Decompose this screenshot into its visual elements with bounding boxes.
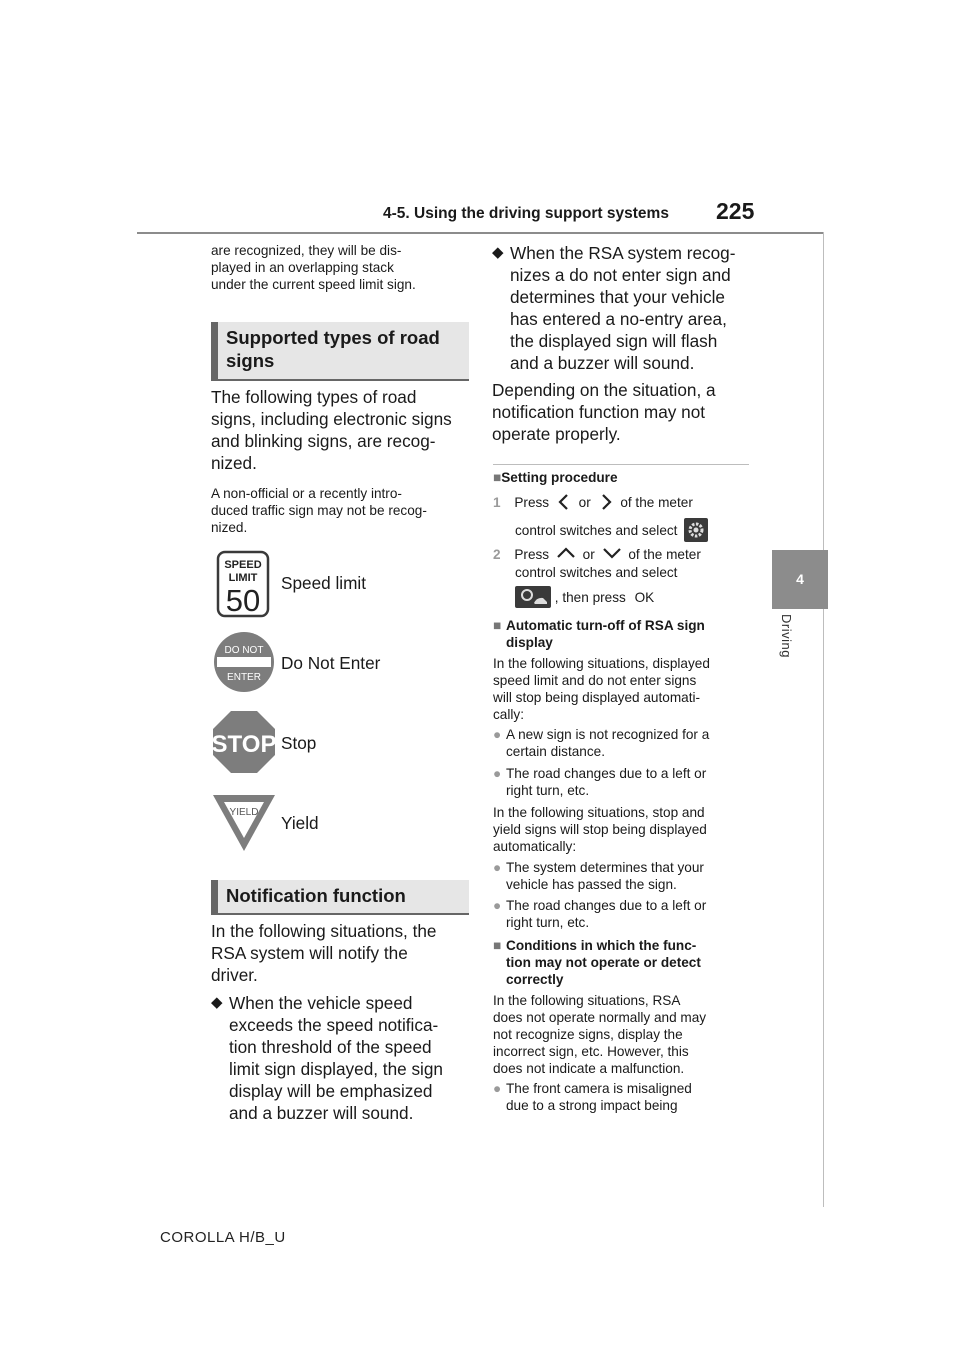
auto-off-item-2 xyxy=(493,765,706,799)
step-1-select: control switches and select xyxy=(515,523,678,538)
step-1-or: or xyxy=(578,495,591,510)
chevron-up-icon[interactable] xyxy=(557,547,575,559)
diamond-bullet: ◆ xyxy=(211,994,223,1011)
auto-off-item-2-text: The road changes due to a left or right turn, etc. xyxy=(506,766,707,798)
speed-limit-sign-icon xyxy=(216,550,270,618)
speed-limit-label: Speed limit xyxy=(281,573,367,593)
ok-label[interactable]: OK xyxy=(634,590,655,605)
step-1-number: 1 xyxy=(493,495,501,510)
step-2-press: Press xyxy=(514,547,550,562)
chevron-right-icon[interactable] xyxy=(599,494,613,510)
square-marker: ■ xyxy=(493,938,502,953)
auto-off-item-3-text: The system determines that your vehicle has passed the sign. xyxy=(506,860,704,892)
step-1 xyxy=(493,494,753,511)
bullet-do-not-enter xyxy=(492,242,735,374)
step-2-then: , then press xyxy=(554,590,626,605)
auto-off-intro: In the following situations, displayed speed limit and do not enter signs will stop being displayed automati- cally: xyxy=(493,656,710,722)
conditions-item-1 xyxy=(493,1080,692,1114)
step-2-number: 2 xyxy=(493,547,501,562)
auto-off-title: Automatic turn-off of RSA sign display xyxy=(506,618,705,650)
diamond-bullet: ◆ xyxy=(492,244,504,261)
do-not-enter-sign-icon xyxy=(213,630,275,694)
note-text: A non-official or a recently intro- duced traffic sign may not be recog- nized. xyxy=(211,486,427,535)
stop-label: Stop xyxy=(281,733,317,753)
step-1-meter: of the meter xyxy=(620,495,693,510)
auto-off-item-4 xyxy=(493,897,706,931)
do-not-enter-label: Do Not Enter xyxy=(281,653,381,673)
square-marker: ■ xyxy=(493,618,502,633)
step-2-line3 xyxy=(515,586,654,608)
auto-off-title-row xyxy=(493,617,753,651)
bullet-dot: ● xyxy=(493,727,502,742)
stop-sign-text: STOP xyxy=(212,731,276,758)
header-rule xyxy=(137,232,823,234)
step-2-select: control switches and select xyxy=(515,565,678,580)
section-title: 4-5. Using the driving support systems xyxy=(383,205,669,222)
auto-off-intro-2: In the following situations, stop and yield signs will stop being displayed automatically: xyxy=(493,805,707,854)
bullet-speed xyxy=(211,992,443,1124)
speed-sign-value: 50 xyxy=(225,583,261,618)
bullet-dot: ● xyxy=(493,898,502,913)
step-2 xyxy=(493,546,753,563)
conditions-intro: In the following situations, RSA does not operate normally and may not recognize signs, display the incorrect sign, etc. However, this does not indicate a malfunction. xyxy=(493,993,707,1076)
page-number: 225 xyxy=(716,198,755,224)
heading-notification: Notification function xyxy=(211,880,469,915)
notification-text: In the following situations, the RSA system will notify the driver. xyxy=(211,921,437,985)
conditions-title: Conditions in which the func- tion may not operate or detect correctly xyxy=(506,938,701,987)
supported-signs-text: The following types of road signs, including electronic signs and blinking signs, are recog- nized. xyxy=(211,387,452,473)
conditions-title-row xyxy=(493,937,753,988)
step-1-press: Press xyxy=(514,495,550,510)
square-marker: ■ xyxy=(493,470,502,485)
side-rule xyxy=(823,232,824,1207)
intro-text: are recognized, they will be dis- played in an overlapping stack under the current speed limit sign. xyxy=(211,243,416,292)
yield-sign-icon xyxy=(211,793,277,853)
dne-line1: DO NOT xyxy=(224,645,264,656)
step-2-meter: of the meter xyxy=(628,547,701,562)
auto-off-item-4-text: The road changes due to a left or right turn, etc. xyxy=(506,898,707,930)
chevron-left-icon[interactable] xyxy=(557,494,571,510)
bullet-dot: ● xyxy=(493,860,502,875)
heading-supported-signs: Supported types of road signs xyxy=(211,322,469,381)
situation-text: Depending on the situation, a notification function may not operate properly. xyxy=(492,380,716,444)
auto-off-item-1-text: A new sign is not recognized for a certain distance. xyxy=(506,727,710,759)
chapter-tab-label: Driving xyxy=(779,614,794,658)
bullet-speed-text: When the vehicle speed exceeds the speed notifica- tion threshold of the speed limit sign displayed, the sign display will be emphasized and a buzzer will sound. xyxy=(229,993,443,1123)
footer-model: COROLLA H/B_U xyxy=(160,1229,286,1246)
bullet-dot: ● xyxy=(493,766,502,781)
speed-sign-line1: SPEED xyxy=(224,559,262,571)
setting-title-row xyxy=(493,469,618,486)
divider xyxy=(493,464,749,465)
dne-line2: ENTER xyxy=(227,672,261,683)
yield-sign-text: YIELD xyxy=(229,807,259,818)
chevron-down-icon[interactable] xyxy=(603,547,621,559)
setting-title: Setting procedure xyxy=(501,470,618,485)
bullet-dot: ● xyxy=(493,1081,502,1096)
step-2-or: or xyxy=(582,547,595,562)
speed-sign-line2: LIMIT xyxy=(228,572,258,584)
stop-sign-icon xyxy=(212,710,276,774)
yield-label: Yield xyxy=(281,813,319,833)
rsa-sign-icon[interactable] xyxy=(515,586,551,608)
auto-off-item-1 xyxy=(493,726,709,760)
auto-off-item-3 xyxy=(493,859,704,893)
step-1-line2 xyxy=(515,518,708,542)
bullet-dne-text: When the RSA system recog- nizes a do not enter sign and determines that your vehicle has entered a no-entry area, the displayed sign will flash and a buzzer will sound. xyxy=(510,243,736,373)
conditions-item-1-text: The front camera is misaligned due to a strong impact being xyxy=(506,1081,692,1113)
gear-icon[interactable] xyxy=(684,518,708,542)
chapter-tab[interactable]: 4 xyxy=(772,550,828,609)
